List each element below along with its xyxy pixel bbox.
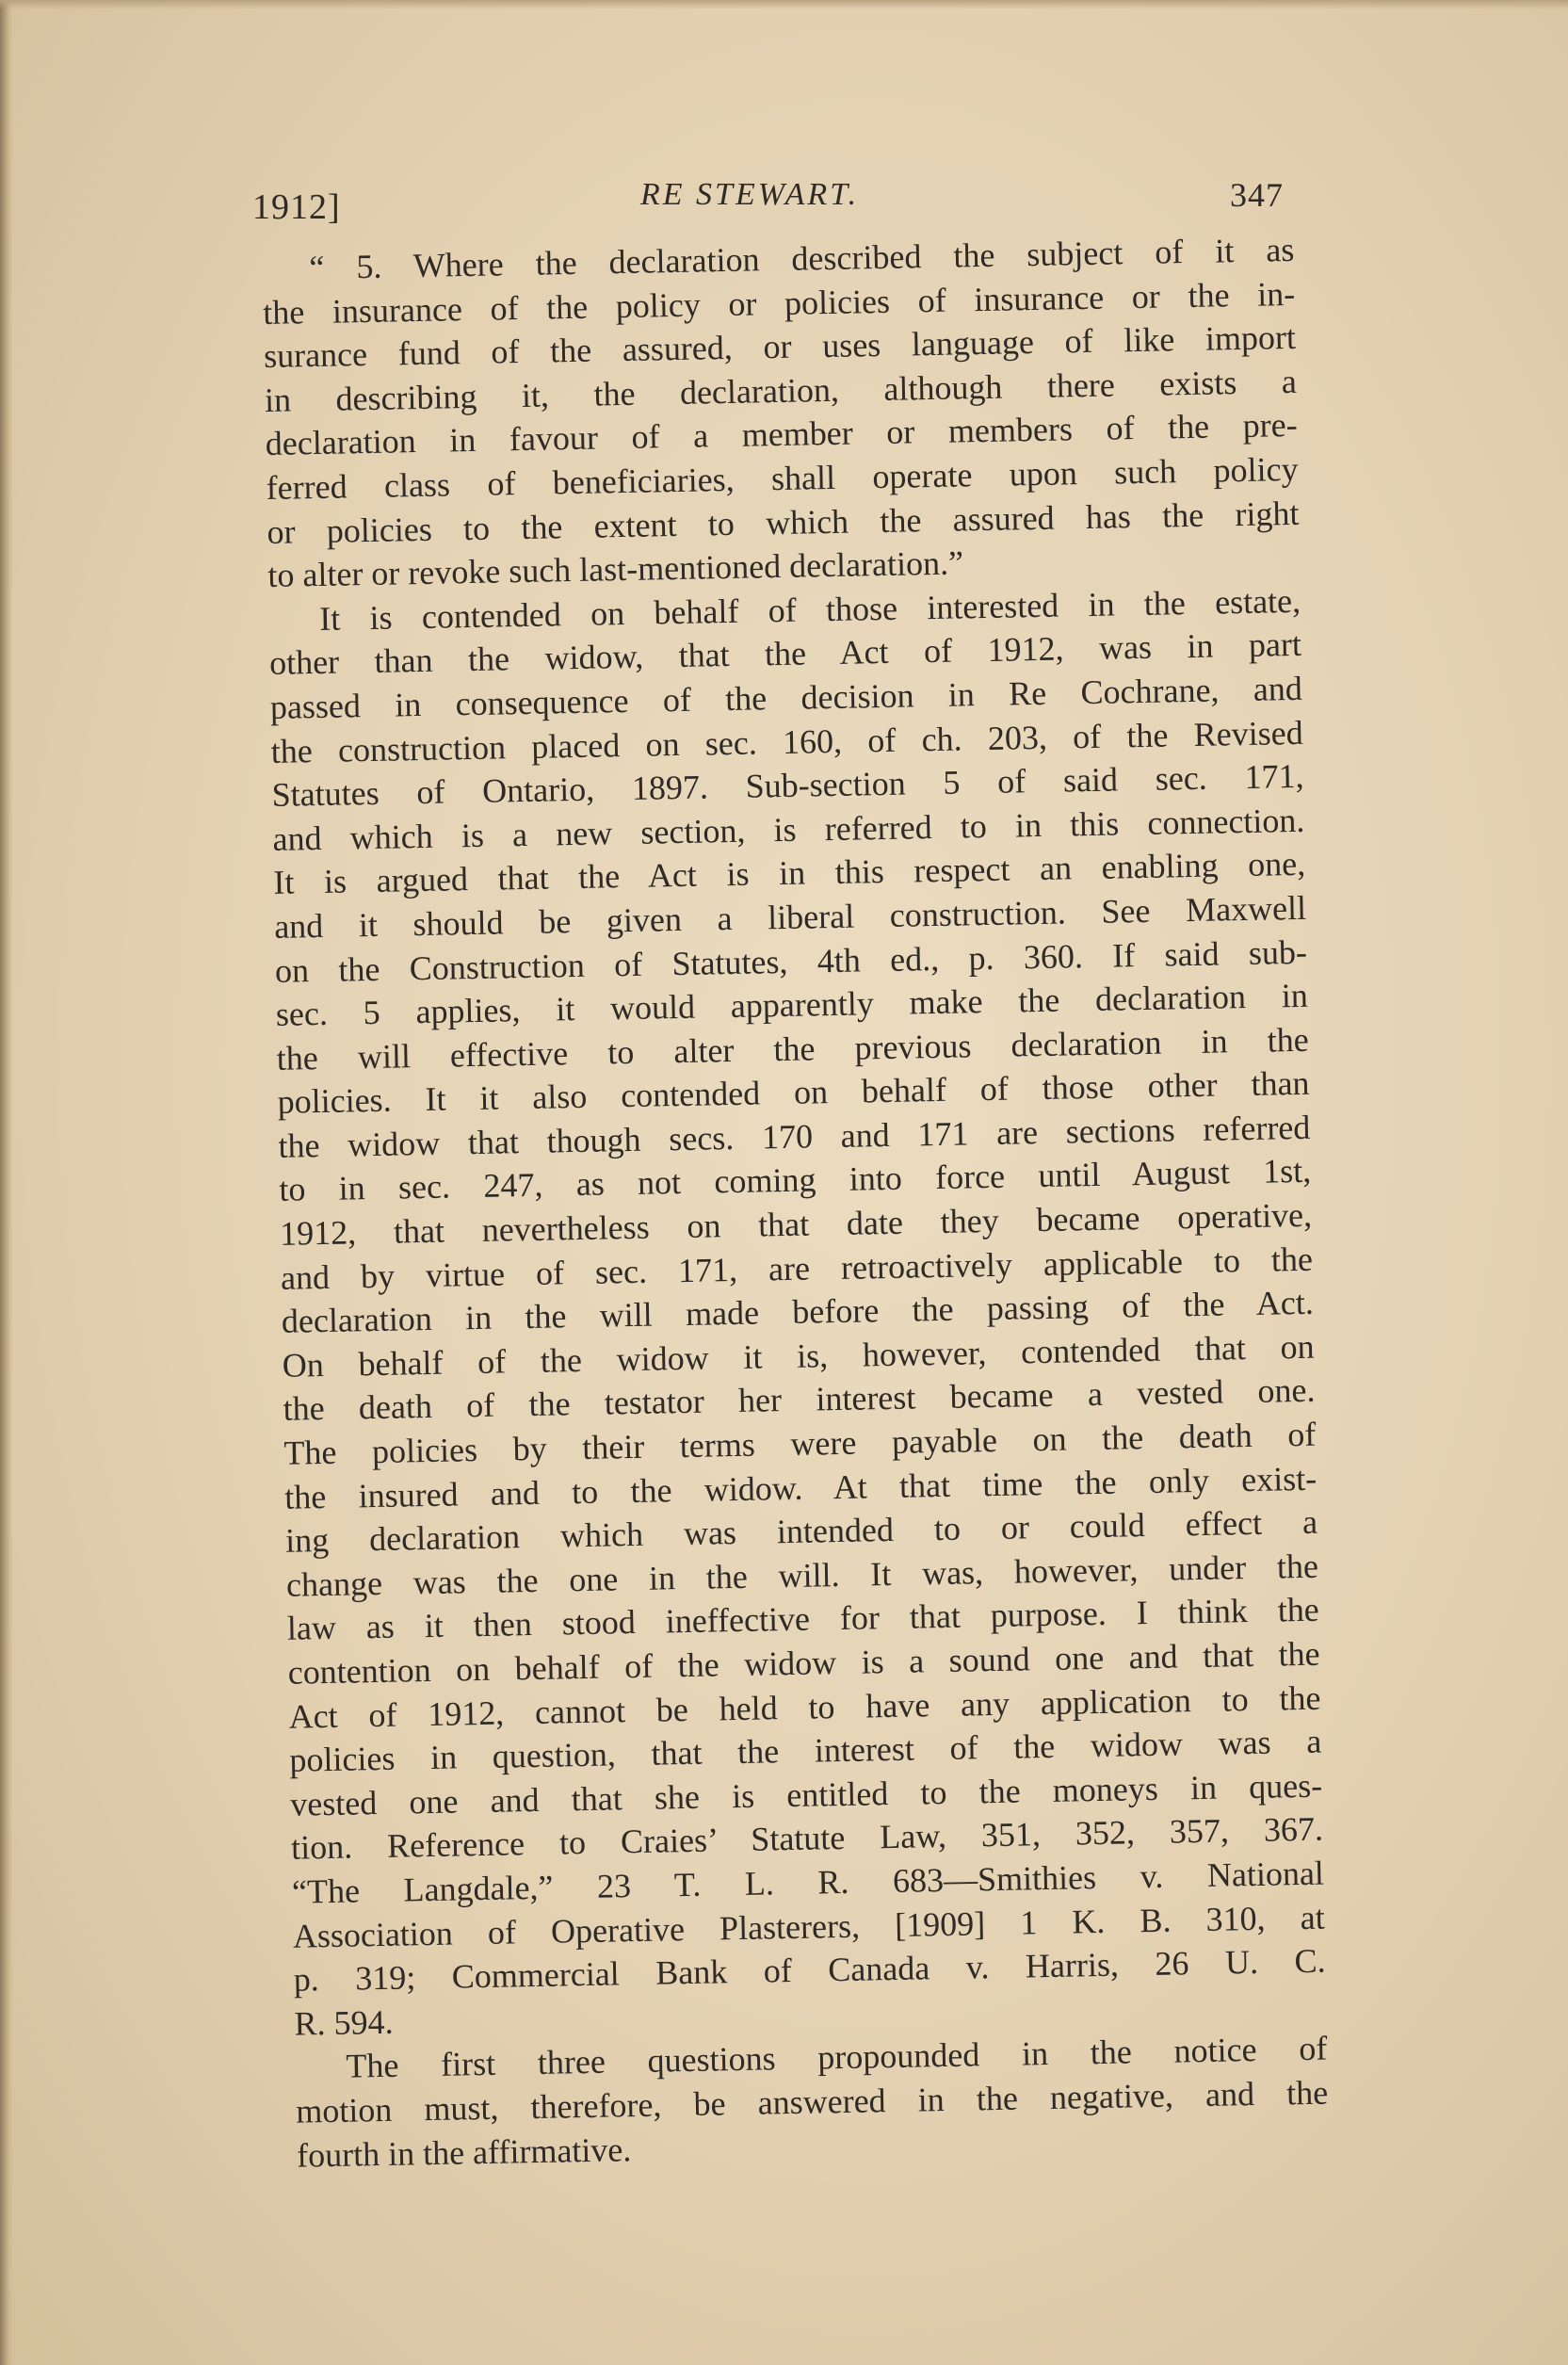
text-line: ferred class of beneficiaries, shall operate upon such policy [266,449,1299,507]
text-line: policies. It it also contended on behalf of those other than [277,1064,1310,1122]
page-number: 347 [1230,176,1284,214]
text-line: in describing it, the declaration, although there exists a [264,362,1298,419]
text-line: surance fund of the assured, or uses language of like import [263,318,1297,376]
text-line: sec. 5 applies, it would apparently make the declaration in [275,976,1309,1033]
text-line: “ 5. Where the declaration described the subject of it as [309,230,1295,287]
text-line: vested one and that she is entitled to the moneys in ques- [289,1766,1323,1823]
text-line: Act of 1912, cannot be held to have any application to the [288,1678,1321,1736]
text-line: the will effective to alter the previous declaration in the [276,1020,1309,1077]
text-line: contention on behalf of the widow is a sound one and that the [287,1634,1320,1692]
header-title: RE STEWART. [640,177,860,212]
page-binding-edge [0,0,13,2365]
text-line: Association of Operative Plasterers, [1909] 1 K. B. 310, at [292,1898,1326,1955]
page-top-edge [0,0,1568,9]
text-line: the death of the testator her interest became a vested one. [283,1371,1316,1429]
text-line: 1912, that nevertheless on that date they became operative, [279,1195,1313,1253]
text-line: Statutes of Ontario, 1897. Sub-section 5 of said sec. 171, [271,756,1304,815]
text-line: and by virtue of sec. 171, are retroactively applicable to the [280,1239,1314,1297]
text-line: law as it then stood ineffective for that purpose. I think the [286,1591,1320,1648]
text-line: It is argued that the Act is in this respect an enabling one, [273,845,1306,902]
text-line: the insured and to the widow. At that time the only exist- [283,1459,1317,1516]
text-line: to in sec. 247, as not coming into force until August 1st, [278,1152,1312,1209]
text-line: R. 594. [294,2002,394,2043]
text-line: to alter or revoke such last-mentioned declaration.” [267,543,964,595]
running-header [252,175,1288,232]
header-year: 1912] [252,187,341,227]
text-line: the widow that though secs. 170 and 171 are sections referred [278,1108,1311,1165]
text-line: on the Construction of Statutes, 4th ed., p. 360. If said sub- [274,932,1308,990]
text-line: declaration in favour of a member or members of the pre- [265,406,1299,463]
text-line: the construction placed on sec. 160, of ch. 203, of the Revised [270,713,1303,770]
text-line: declaration in the will made before the passing of the Act. [281,1283,1315,1341]
text-line: the insurance of the policy or policies of insurance or the in- [262,274,1296,332]
text-line: p. 319; Commercial Bank of Canada v. Harris, 26 U. C. [293,1941,1326,1999]
text-line: The first three questions propounded in the notice of [346,2029,1328,2086]
text-line: other than the widow, that the Act of 1912, was in part [268,625,1302,683]
text-line: policies in question, that the interest of the widow was a [289,1722,1322,1779]
body-text [262,228,1329,2178]
text-line: ing declaration which was intended to or could effect a [284,1502,1318,1560]
text-line: It is contended on behalf of those interested in the estate, [318,581,1301,638]
text-line: “The Langdale,” 23 T. L. R. 683—Smithies v. National [291,1854,1325,1911]
text-line: fourth in the affirmative. [296,2130,632,2175]
text-line: tion. Reference to Craies’ Statute Law, 351, 352, 357, 367. [290,1810,1324,1868]
text-line: motion must, therefore, be answered in the negative, and the [295,2073,1329,2130]
text-line: and which is a new section, is referred to in this connection. [272,801,1305,858]
text-line: and it should be given a liberal construction. See Maxwell [273,888,1307,946]
text-line: passed in consequence of the decision in Re Cochrane, and [269,669,1303,726]
text-line: The policies by their terms were payable on the death of [283,1415,1317,1472]
text-line: On behalf of the widow it is, however, contended that on [282,1327,1315,1385]
text-line: change was the one in the will. It was, however, under the [285,1547,1319,1604]
text-line: or policies to the extent to which the assured has the right [267,494,1300,551]
